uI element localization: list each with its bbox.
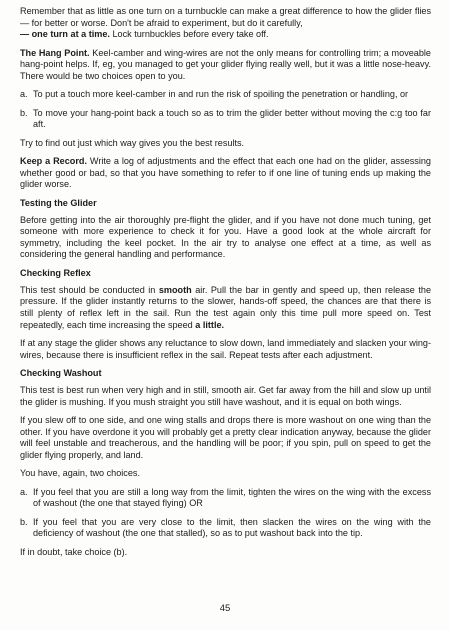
reflex-paragraph-1 [20, 285, 431, 331]
testing-paragraph: Before getting into the air thoroughly pre-flight the glider, and if you have not done much tuning, get someone with more experience to check it for you. Have a good look at the whole aircraft for symmetry, including the keel pocket. In the air try to analyse one effect at a time, as well as considering the general handling and performance. [20, 214, 431, 260]
washout-heading: Checking Washout [20, 368, 102, 379]
list-marker: a. [20, 486, 28, 497]
washout-paragraph-2: If you slew off to one side, and one wing stalls and drops there is more washout on one wing than the other. If you have overdone it you will probably get a pretty clear indication anyway, because the glider will feel unstable and treacherous, and the handling will be poor; if you spin, pull on speed to get the glider flying properly, and land. [20, 415, 431, 460]
list-marker: a. [20, 89, 28, 100]
reflex-text-b: air. Pull the bar in gently and speed up, then release the pressure. If the glider instantly returns to the slower, hands-off speed, the chances are that there is still plenty of reflex left in the sail. Run the test again only this time pull more speed on. Test repeatedly, each time increasing the speed [20, 284, 432, 330]
list-marker: b. [20, 516, 28, 527]
list-item-text: If you feel that you are very close to the limit, then slacken the wires on the wing with the deficiency of washout (the one that stalled), so as to put washout back into the tip. [33, 516, 431, 539]
testing-heading: Testing the Glider [20, 197, 97, 208]
hang-point-text: Keel-camber and wing-wires are not the only means for controlling trim; a moveable hang-point helps. If, eg, you managed to get your glider flying really well, but it was a little nose-heavy. There would be two choices open to you. [20, 47, 431, 81]
intro-text: Remember that as little as one turn on a turnbuckle can make a great difference to how the glider flies — for better or worse. Don't be afraid to experiment, but do it carefully, [20, 6, 431, 28]
page-number: 45 [219, 603, 231, 614]
washout-paragraph-1: This test is best run when very high and in still, smooth air. Get far away from the hill and slow up until the glider is mushing. If you mush straight you still have washout, and it is equal on both wings. [20, 385, 431, 407]
hang-point-heading: The Hang Point. [20, 47, 90, 58]
list-item [20, 517, 431, 540]
reflex-text-a: This test should be conducted in [20, 284, 159, 295]
list-item-text: To move your hang-point back a touch so as to trim the glider better without moving the c:g too far aft. [33, 107, 431, 130]
list-item [20, 108, 431, 131]
reflex-emphasis-smooth: smooth [158, 284, 192, 295]
list-item-text: If you feel that you are still a long way from the limit, tighten the wires on the wing with the excess of washout (the one that stayed flying) OR [33, 486, 431, 509]
record-text: Write a log of adjustments and the effect that each one had on the glider, assessing whether good or bad, so that you have something to refer to if one line of tuning ends up making the glider worse. [20, 155, 431, 190]
hang-point-closing: Try to find out just which way gives you the best results. [20, 137, 245, 148]
list-item-text: To put a touch more keel-camber in and run the risk of spoiling the penetration or handling, or [33, 89, 409, 100]
record-paragraph [20, 156, 431, 191]
list-item [20, 89, 431, 101]
washout-paragraph-3: You have, again, two choices. [20, 468, 140, 479]
washout-closing: If in doubt, take choice (b). [20, 546, 128, 557]
intro-paragraph [20, 6, 431, 41]
reflex-heading: Checking Reflex [20, 267, 91, 278]
list-item [20, 487, 431, 510]
intro-emphasis: — one turn at a time. [20, 29, 110, 40]
record-heading: Keep a Record. [20, 155, 87, 166]
intro-text-end: Lock turnbuckles before every take off. [109, 29, 269, 40]
list-marker: b. [20, 107, 28, 118]
hang-point-paragraph [20, 48, 431, 83]
reflex-paragraph-2: If at any stage the glider shows any reluctance to slow down, land immediately and slacken your wing-wires, because there is insufficient reflex in the sail. Repeat tests after each adjustment. [20, 338, 431, 360]
reflex-emphasis-little: a little. [195, 319, 225, 330]
